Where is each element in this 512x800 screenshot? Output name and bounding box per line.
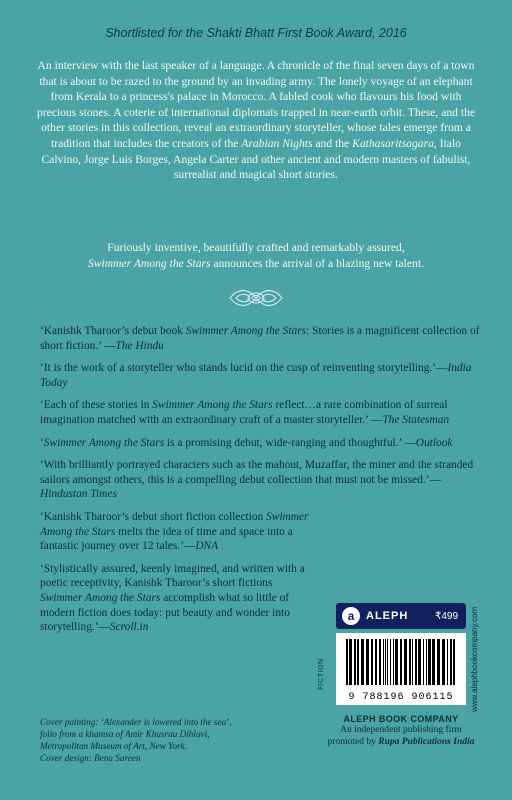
review-quote: ‘Kanishk Tharoor’s debut short fiction collection Swimmer Among the Stars melts the idea of time and space into a fantastic journey over 12 tales.’—DNA <box>40 510 309 553</box>
review-quote: ‘Swimmer Among the Stars is a promising debut, wide-ranging and thoughtful.’ —Outlook <box>40 436 453 449</box>
barcode <box>336 633 466 705</box>
cover-credits <box>40 716 310 764</box>
blurb-book-title: Swimmer Among the Stars <box>88 256 211 270</box>
award-line: Shortlisted for the Shakti Bhatt First Book Award, 2016 <box>105 26 407 40</box>
review-quote: ‘Kanishk Tharoor’s debut book Swimmer Among the Stars: Stories is a magnificent collection of short fiction.’ —The Hindu <box>40 325 480 352</box>
blurb-text: An interview with the last speaker of a language. A chronicle of the final seven days of a town that is about to be razed to the ground by an invading army. The lonely voyage of an elephant from Kerala to a princess's palace in Morocco. A fabled cook who flavours his food with precious stones. A coterie of international diplomats trapped in near-earth orbit. These, and the other stories in this collection, reveal an extraordinary storyteller, whose tales emerge from a tradition that includes the creators of the <box>36 59 476 150</box>
publisher-url: www.alephbookcompany.com <box>470 606 479 712</box>
review-source: The Hindu <box>115 339 164 352</box>
isbn-number: 9 788196 906115 <box>348 692 454 703</box>
imprint-brand: ALEPH <box>366 610 409 622</box>
review-quote: ‘Stylistically assured, keenly imagined, and written with a poetic receptivity, Kanishk Tharoor’s short fictions Swimmer Among the Stars accomplish what so little of modern fiction does today: put beauty and wonder into storytelling.’—Scroll.in <box>40 562 305 634</box>
publisher-line-1: An independent publishing firm <box>340 725 462 735</box>
review-source: Scroll.in <box>109 621 149 634</box>
blurb-text: and the <box>312 136 353 150</box>
blurb-text: announces the arrival of a blazing new talent. <box>210 256 424 270</box>
blurb-title-arabian-nights: Arabian Nights <box>241 136 313 150</box>
publisher-line-2: promoted by Rupa Publications India <box>327 737 475 747</box>
credit-line: Metropolitan Museum of Art, New York. <box>40 741 187 751</box>
review-source: Outlook <box>415 436 453 449</box>
review-source: The Statesman <box>382 413 450 426</box>
review-source: India Today <box>40 362 472 389</box>
credit-line: Cover painting: ‘Alexander is lowered into the sea’, <box>40 717 232 727</box>
review-quote: ‘It is the work of a storyteller who stands lucid on the cusp of reinventing storytelling.’—India Today <box>40 362 472 389</box>
credit-line: folio from a khamsa of Amir Khusrau Dihlavi, <box>40 729 210 739</box>
flourish-ornament-icon <box>226 282 286 314</box>
imprint-price-box <box>336 603 466 629</box>
blurb-paragraph-1 <box>30 58 482 183</box>
genre-label: FICTION <box>318 658 325 690</box>
review-quotes <box>40 324 480 643</box>
aleph-logo-icon: a <box>342 607 360 625</box>
blurb-text: Furiously inventive, beautifully crafted and remarkably assured, <box>107 241 405 254</box>
review-quote: ‘With brilliantly portrayed characters such as the mahout, Muzaffar, the miner and the stranded sailors amongst others, this is a compelling debut collection that must not be missed.’—Hindustan Times <box>40 459 474 501</box>
review-quote: ‘Each of these stories in Swimmer Among the Stars reflect…a rare combination of surreal imagination matched with an extraordinary craft of a master storyteller.’ —The Statesman <box>40 399 450 426</box>
publisher-info <box>316 714 486 748</box>
price-label: ₹499 <box>434 610 458 622</box>
blurb-title-kathasaritsagara: Kathasaritsagara <box>352 136 434 150</box>
blurb-paragraph-2 <box>30 240 482 271</box>
credit-line: Cover design: Bena Sareen <box>40 753 141 763</box>
review-source: Hindustan Times <box>40 488 117 501</box>
publisher-name: ALEPH BOOK COMPANY <box>343 714 459 724</box>
barcode-bars-icon <box>336 633 466 691</box>
review-source: DNA <box>195 540 219 553</box>
blurb-text: , Italo Calvino, Jorge Luis Borges, Angela Carter and other ancient and modern masters of fabulist, surrealist and magical short stories. <box>41 136 471 182</box>
